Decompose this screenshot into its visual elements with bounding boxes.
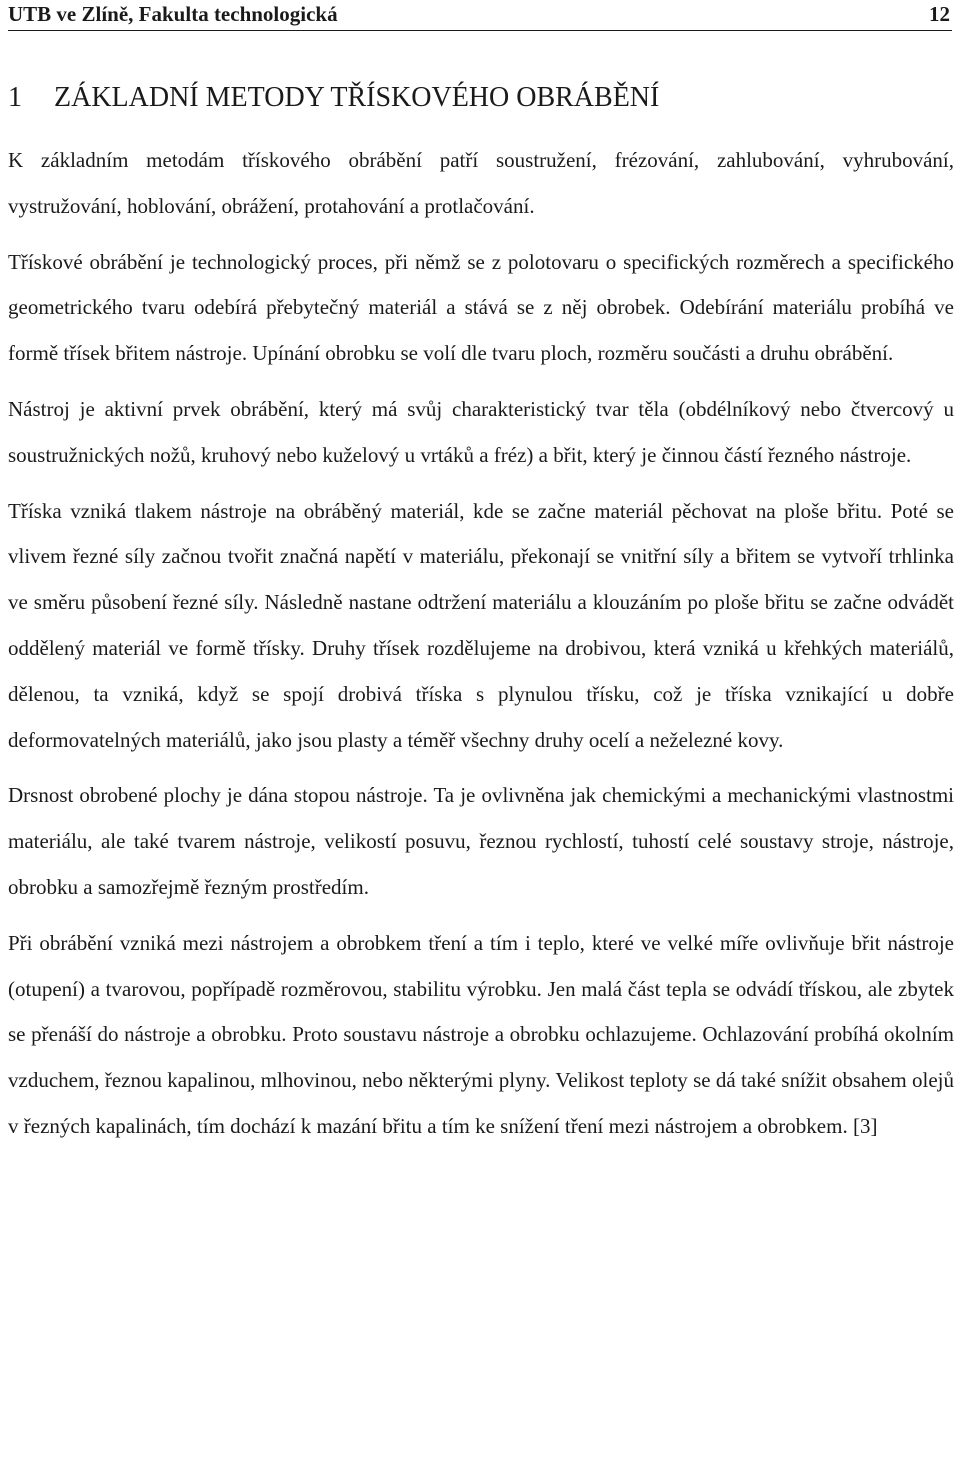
paragraph-tool: Nástroj je aktivní prvek obrábění, který má svůj charakteristický tvar těla (obdélníkový nebo čtvercový u soustružnických nožů, kruhový nebo kuželový u vrtáků a fréz) a břit, který je činnou částí řezného nástroje. <box>8 396 954 467</box>
paragraph-heat-and-cooling: Při obrábění vzniká mezi nástrojem a obrobkem tření a tím i teplo, které ve velké míře ovlivňuje břit nástroje (otupení) a tvarovou, popřípadě rozměrovou, stabilitu výrobku. Jen malá část tepla se odvádí třískou, ale zbytek se přenáší do nástroje a obrobku. Proto soustavu nástroje a obrobku ochlazujeme. Ochlazování probíhá okolním vzduchem, řeznou kapalinou, mlhovinou, nebo některými plyny. Velikost teploty se dá také snížit obsahem olejů v řezných kapalinách, tím dochází k mazání břitu a tím ke snížení tření mezi nástrojem a obrobkem. [3] <box>8 930 954 1138</box>
paragraph-process-definition: Třískové obrábění je technologický proces, při němž se z polotovaru o specifických rozměrech a specifického geometrického tvaru odebírá přebytečný materiál a stává se z něj obrobek. Odebírání materiálu probíhá ve formě třísek břitem nástroje. Upínání obrobku se volí dle tvaru ploch, rozměru součásti a druhu obrábění. <box>8 249 954 366</box>
chapter-number: 1 <box>8 82 22 113</box>
running-header <box>8 0 952 31</box>
chapter-title: ZÁKLADNÍ METODY TŘÍSKOVÉHO OBRÁBĚNÍ <box>54 82 660 113</box>
paragraph-surface-roughness: Drsnost obrobené plochy je dána stopou nástroje. Ta je ovlivněna jak chemickými a mechanickými vlastnostmi materiálu, ale také tvarem nástroje, velikostí posuvu, řeznou rychlostí, tuhostí celé soustavy stroje, nástroje, obrobku a samozřejmě řezným prostředím. <box>8 783 954 899</box>
body-text <box>8 138 954 1160</box>
page-number: 12 <box>929 2 950 26</box>
chapter-heading <box>8 80 952 116</box>
header-title: UTB ve Zlíně, Fakulta technologická <box>8 2 338 26</box>
paragraph-chip-formation: Tříska vzniká tlakem nástroje na obráběný materiál, kde se začne materiál pěchovat na ploše břitu. Poté se vlivem řezné síly začnou tvořit značná napětí v materiálu, překonají se vnitřní síly a břitem se vytvoří trhlinka ve směru působení řezné síly. Následně nastane odtržení materiálu a klouzáním po ploše břitu se začne odvádět oddělený materiál ve formě třísky. Druhy třísek rozdělujeme na drobivou, která vzniká u křehkých materiálů, dělenou, ta vzniká, když se spojí drobivá tříska s plynulou třísku, což je tříska vznikající u dobře deformovatelných materiálů, jako jsou plasty a téměř všechny druhy ocelí a neželezné kovy. <box>8 498 954 752</box>
paragraph-cutting-methods: K základním metodám třískového obrábění patří soustružení, frézování, zahlubování, vyhrubování, vystružování, hoblování, obrážení, protahování a protlačování. <box>8 148 954 218</box>
